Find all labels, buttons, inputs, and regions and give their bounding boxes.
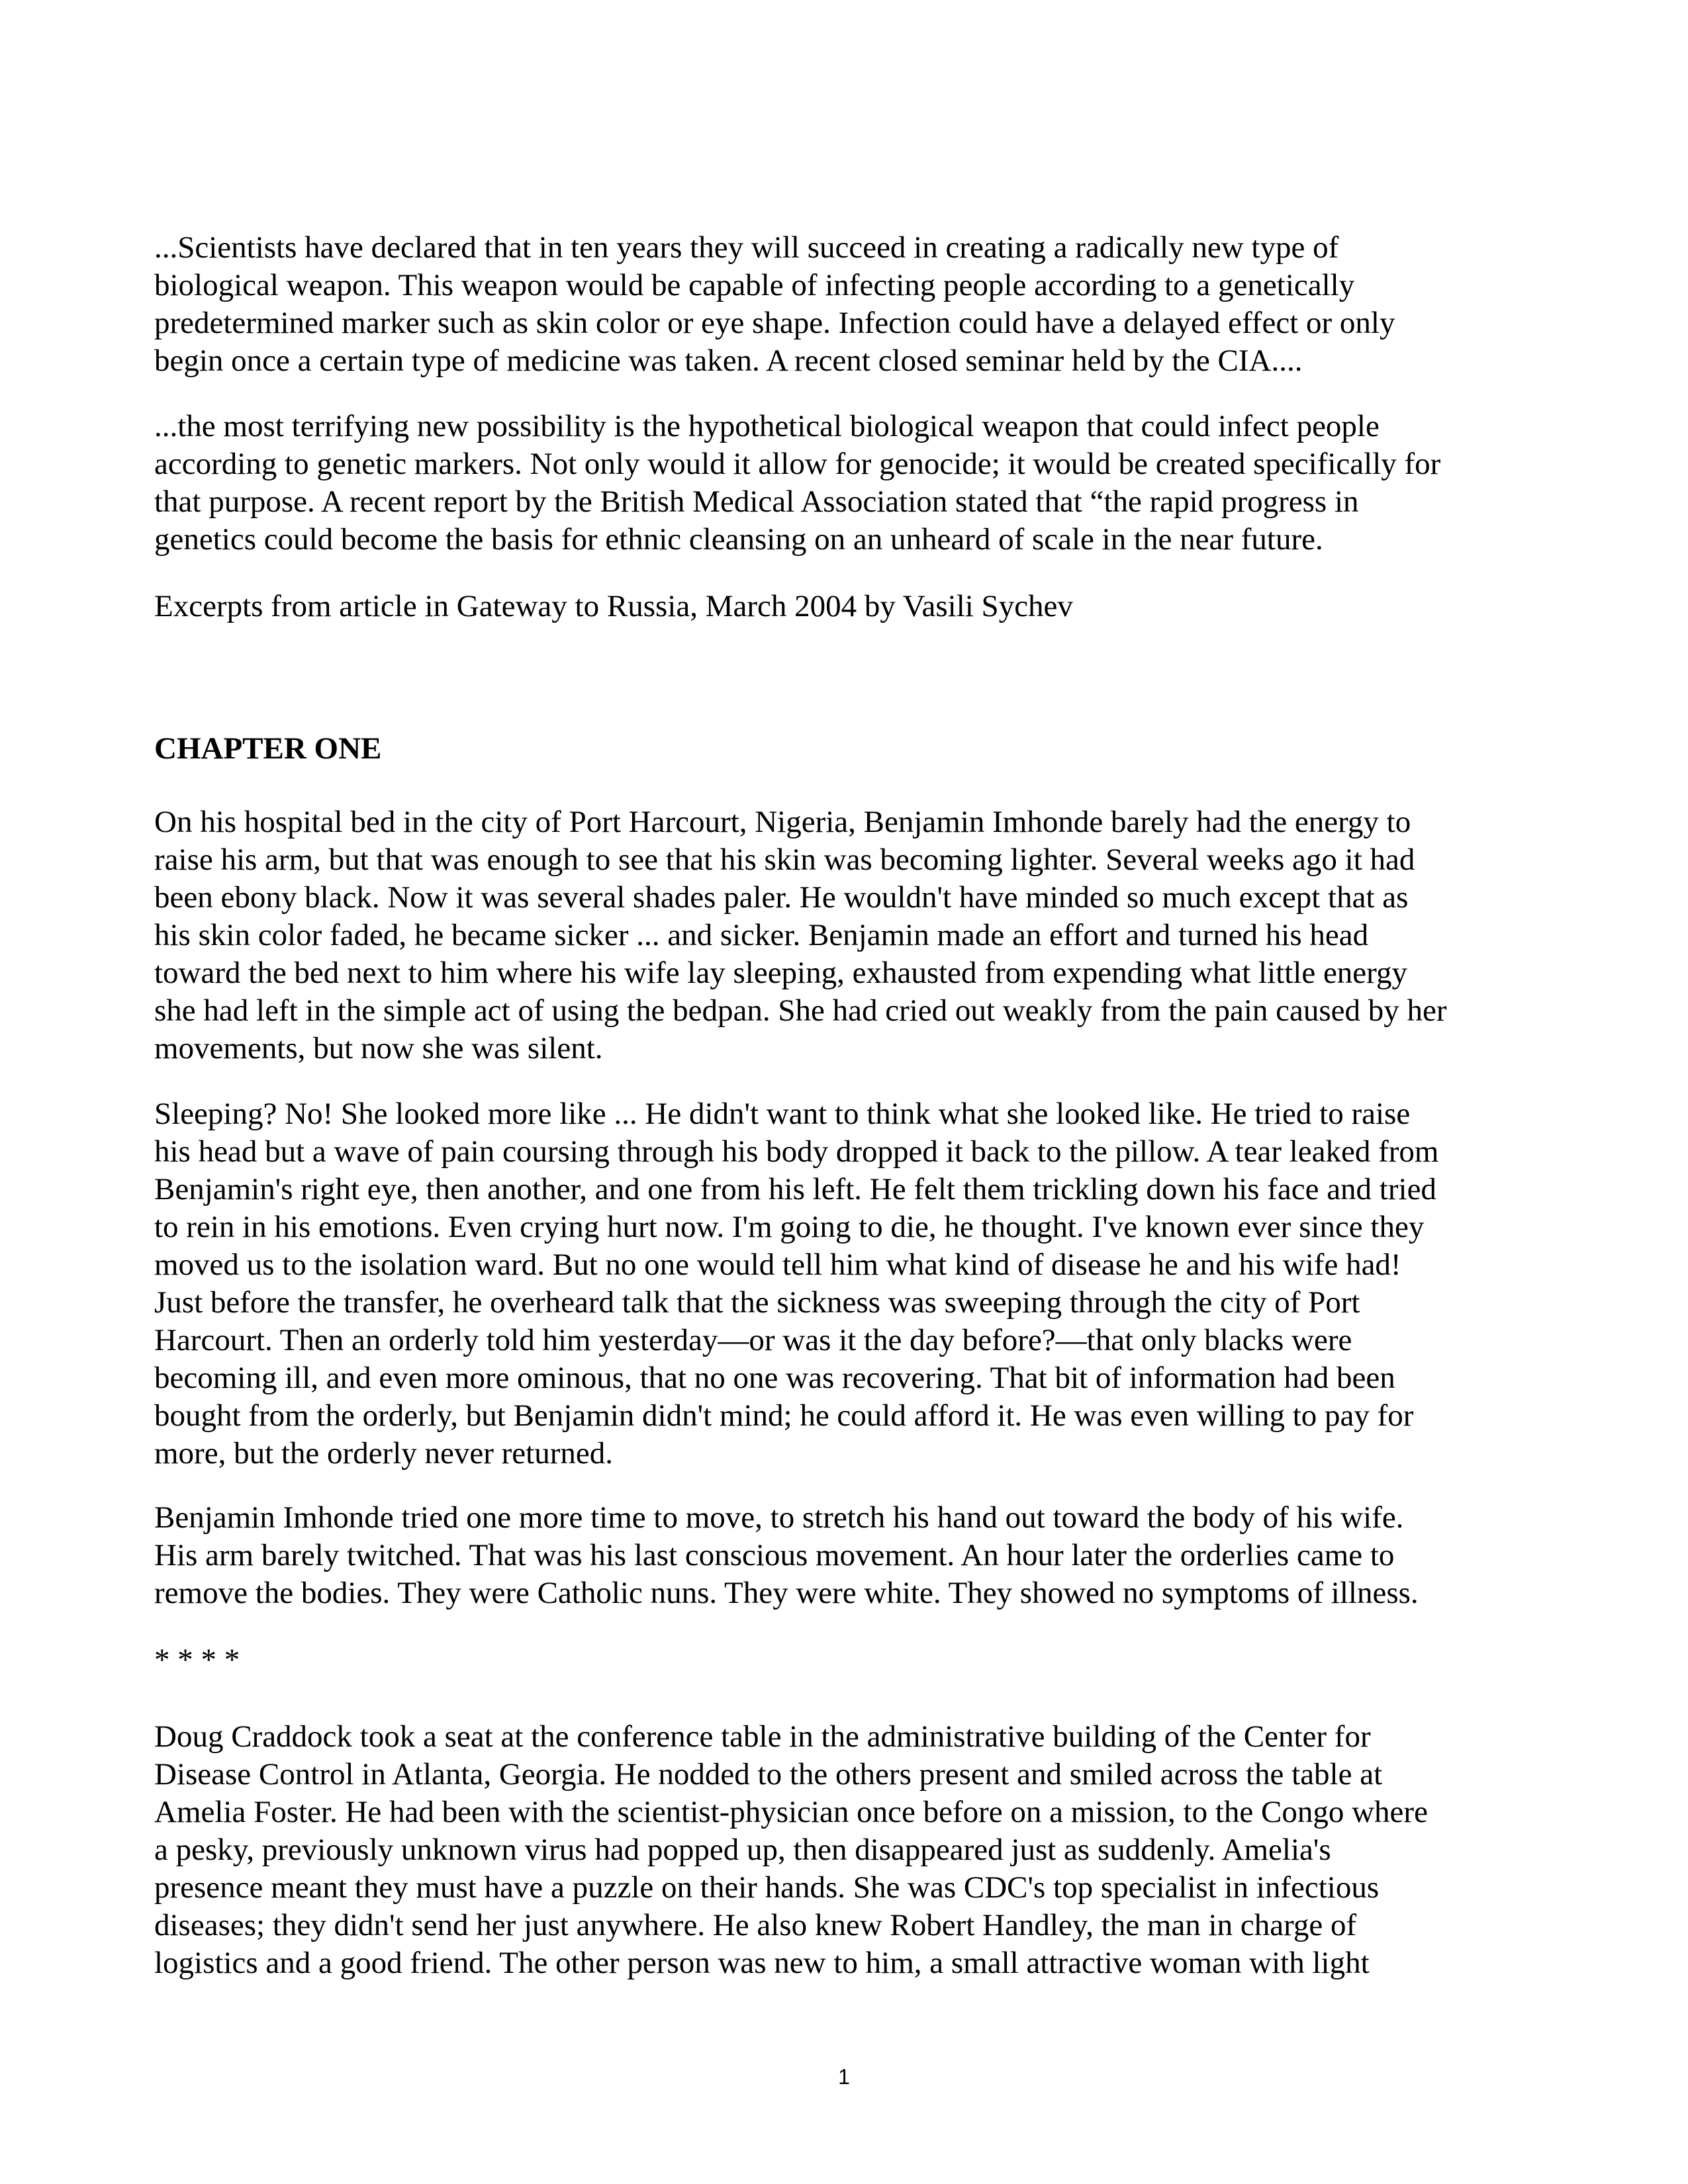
page-number: 1 <box>838 2065 850 2089</box>
text-line: * * * * <box>154 1643 240 1677</box>
text-line: Harcourt. Then an orderly told him yesterday—or was it the day before?—that only blacks were <box>154 1323 1352 1357</box>
text-line: a pesky, previously unknown virus had popped up, then disappeared just as suddenly. Amelia's <box>154 1833 1331 1867</box>
chapter-paragraph-2 <box>154 1095 1551 1473</box>
chapter-heading: CHAPTER ONE <box>154 731 382 766</box>
text-line: logistics and a good friend. The other person was new to him, a small attractive woman with light <box>154 1946 1370 1980</box>
text-line: ...the most terrifying new possibility is the hypothetical biological weapon that could infect people <box>154 409 1380 443</box>
text-line: that purpose. A recent report by the British Medical Association stated that “the rapid progress in <box>154 484 1359 519</box>
text-line: she had left in the simple act of using the bedpan. She had cried out weakly from the pain caused by her <box>154 993 1447 1028</box>
text-line: predetermined marker such as skin color or eye shape. Infection could have a delayed effect or only <box>154 306 1395 340</box>
text-line: been ebony black. Now it was several shades paler. He wouldn't have minded so much except that as <box>154 880 1409 915</box>
text-line: Just before the transfer, he overheard talk that the sickness was sweeping through the city of Port <box>154 1285 1360 1320</box>
text-line: His arm barely twitched. That was his last conscious movement. An hour later the orderlies came to <box>154 1538 1395 1572</box>
text-line: according to genetic markers. Not only would it allow for genocide; it would be created specifically for <box>154 447 1441 481</box>
text-line: Benjamin Imhonde tried one more time to move, to stretch his hand out toward the body of his wife. <box>154 1500 1404 1535</box>
text-line: Excerpts from article in Gateway to Russia, March 2004 by Vasili Sychev <box>154 589 1073 623</box>
text-line: Doug Craddock took a seat at the conference table in the administrative building of the Center for <box>154 1719 1371 1754</box>
text-line: bought from the orderly, but Benjamin didn't mind; he could afford it. He was even willing to pay for <box>154 1398 1414 1433</box>
scene-separator <box>154 1641 1551 1679</box>
text-line: diseases; they didn't send her just anywhere. He also knew Robert Handley, the man in charge of <box>154 1908 1357 1942</box>
text-line: presence meant they must have a puzzle on their hands. She was CDC's top specialist in infectious <box>154 1870 1380 1905</box>
text-line: Sleeping? No! She looked more like ... He didn't want to think what she looked like. He tried to raise <box>154 1097 1411 1131</box>
text-line: biological weapon. This weapon would be capable of infecting people according to a genetically <box>154 268 1355 302</box>
text-line: to rein in his emotions. Even crying hurt now. I'm going to die, he thought. I've known ever since they <box>154 1210 1425 1244</box>
text-line: toward the bed next to him where his wife lay sleeping, exhausted from expending what little energy <box>154 956 1407 990</box>
text-line: his skin color faded, he became sicker ... and sicker. Benjamin made an effort and turned his head <box>154 918 1369 952</box>
text-line: Amelia Foster. He had been with the scientist-physician once before on a mission, to the Congo where <box>154 1795 1428 1829</box>
chapter-paragraph-3 <box>154 1499 1551 1612</box>
text-line: raise his arm, but that was enough to see that his skin was becoming lighter. Several weeks ago it had <box>154 842 1415 877</box>
chapter-paragraph-1 <box>154 803 1551 1068</box>
text-line: Disease Control in Atlanta, Georgia. He nodded to the others present and smiled across the table at <box>154 1757 1383 1792</box>
text-line: movements, but now she was silent. <box>154 1031 603 1066</box>
text-line: moved us to the isolation ward. But no one would tell him what kind of disease he and his wife had! <box>154 1248 1401 1282</box>
text-line: Benjamin's right eye, then another, and one from his left. He felt them trickling down his face and tried <box>154 1172 1436 1206</box>
text-line: On his hospital bed in the city of Port Harcourt, Nigeria, Benjamin Imhonde barely had the energy to <box>154 805 1411 839</box>
chapter-paragraph-4 <box>154 1718 1551 1982</box>
text-line: becoming ill, and even more ominous, that no one was recovering. That bit of information had been <box>154 1361 1395 1395</box>
text-line: more, but the orderly never returned. <box>154 1436 613 1471</box>
text-line: genetics could become the basis for ethnic cleansing on an unheard of scale in the near future. <box>154 522 1323 557</box>
text-line: begin once a certain type of medicine was taken. A recent closed seminar held by the CIA.... <box>154 343 1303 378</box>
text-line: ...Scientists have declared that in ten years they will succeed in creating a radically new type of <box>154 230 1339 265</box>
epigraph-paragraph-2 <box>154 408 1551 559</box>
epigraph-paragraph-1 <box>154 229 1551 380</box>
text-line: remove the bodies. They were Catholic nuns. They were white. They showed no symptoms of illness. <box>154 1576 1419 1610</box>
epigraph-attribution <box>154 588 1551 625</box>
text-line: his head but a wave of pain coursing through his body dropped it back to the pillow. A tear leaked from <box>154 1134 1439 1169</box>
